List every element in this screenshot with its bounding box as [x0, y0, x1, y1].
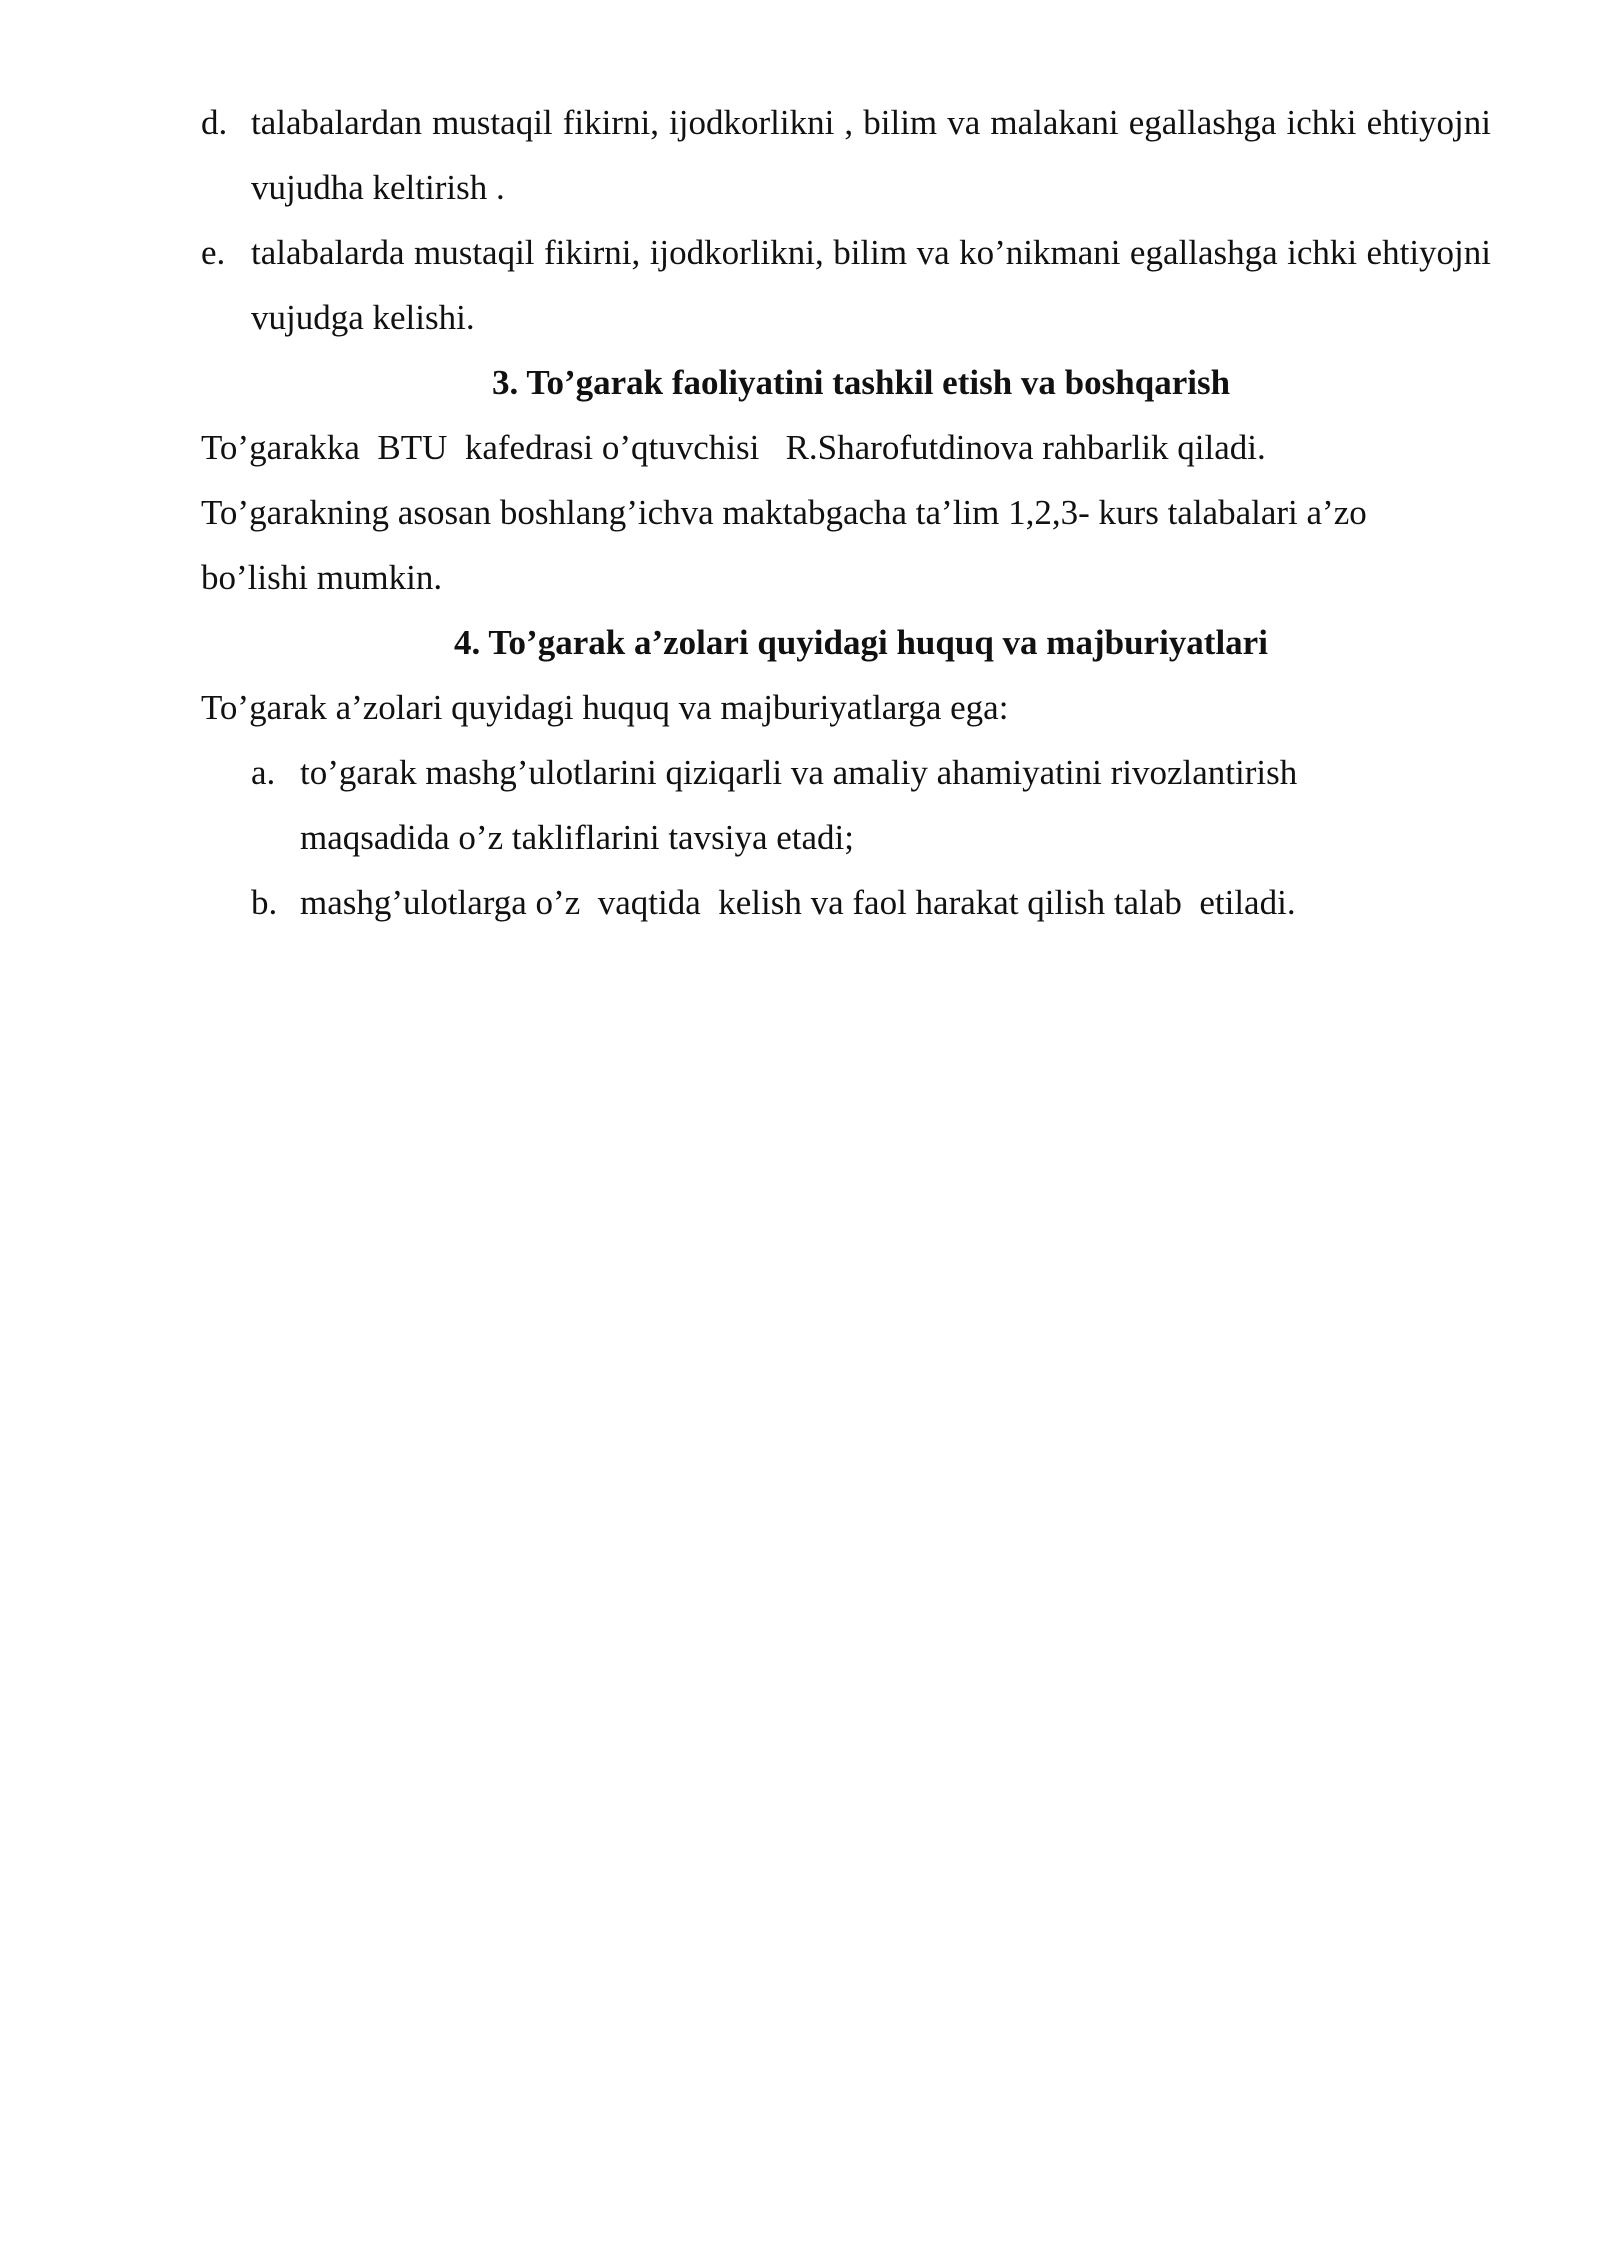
- section-4-heading: 4. To’garak a’zolari quyidagi huquq va majburiyatlari: [454, 623, 1268, 662]
- page-content: [201, 90, 1491, 935]
- list-marker: a.: [251, 753, 276, 792]
- list-item-text: mashg’ulotlarga o’z vaqtida kelish va faol harakat qilish talab etiladi.: [300, 883, 1296, 922]
- rights-list-item-a: [251, 740, 1491, 870]
- list-item-text: to’garak mashg’ulotlarini qiziqarli va amaliy ahamiyatini rivozlantirish maqsadida o’z takliflarini tavsiya etadi;: [300, 753, 1306, 857]
- rights-list: [251, 740, 1491, 935]
- section-3-paragraph-members-line-1: To’garakning asosan boshlang’ichva maktabgacha ta’lim 1,2,3- kurs talabalari a’zo: [201, 493, 1367, 532]
- list-marker: d.: [201, 103, 228, 142]
- list-marker: e.: [201, 233, 226, 272]
- rights-list-item-b: [251, 870, 1491, 935]
- list-item-text: talabalarda mustaqil fikirni, ijodkorlikni, bilim va ko’nikmani egallashga ichki ehtiyojni vujudga kelishi.: [251, 233, 1491, 337]
- list-item-e: [201, 220, 1491, 350]
- list-item-d: [201, 90, 1491, 220]
- section-3-paragraph-leader: To’garakka BTU kafedrasi o’qtuvchisi R.Sharofutdinova rahbarlik qiladi.: [201, 428, 1266, 467]
- section-3-paragraph-members-line-2: bo’lishi mumkin.: [201, 558, 443, 597]
- section-3-heading: 3. To’garak faoliyatini tashkil etish va boshqarish: [491, 363, 1231, 402]
- list-marker: b.: [251, 883, 278, 922]
- list-item-text: talabalardan mustaqil fikirni, ijodkorlikni , bilim va malakani egallashga ichki ehtiyojni vujudha keltirish .: [251, 103, 1491, 207]
- section-4-intro: To’garak a’zolari quyidagi huquq va majburiyatlarga ega:: [201, 688, 1009, 727]
